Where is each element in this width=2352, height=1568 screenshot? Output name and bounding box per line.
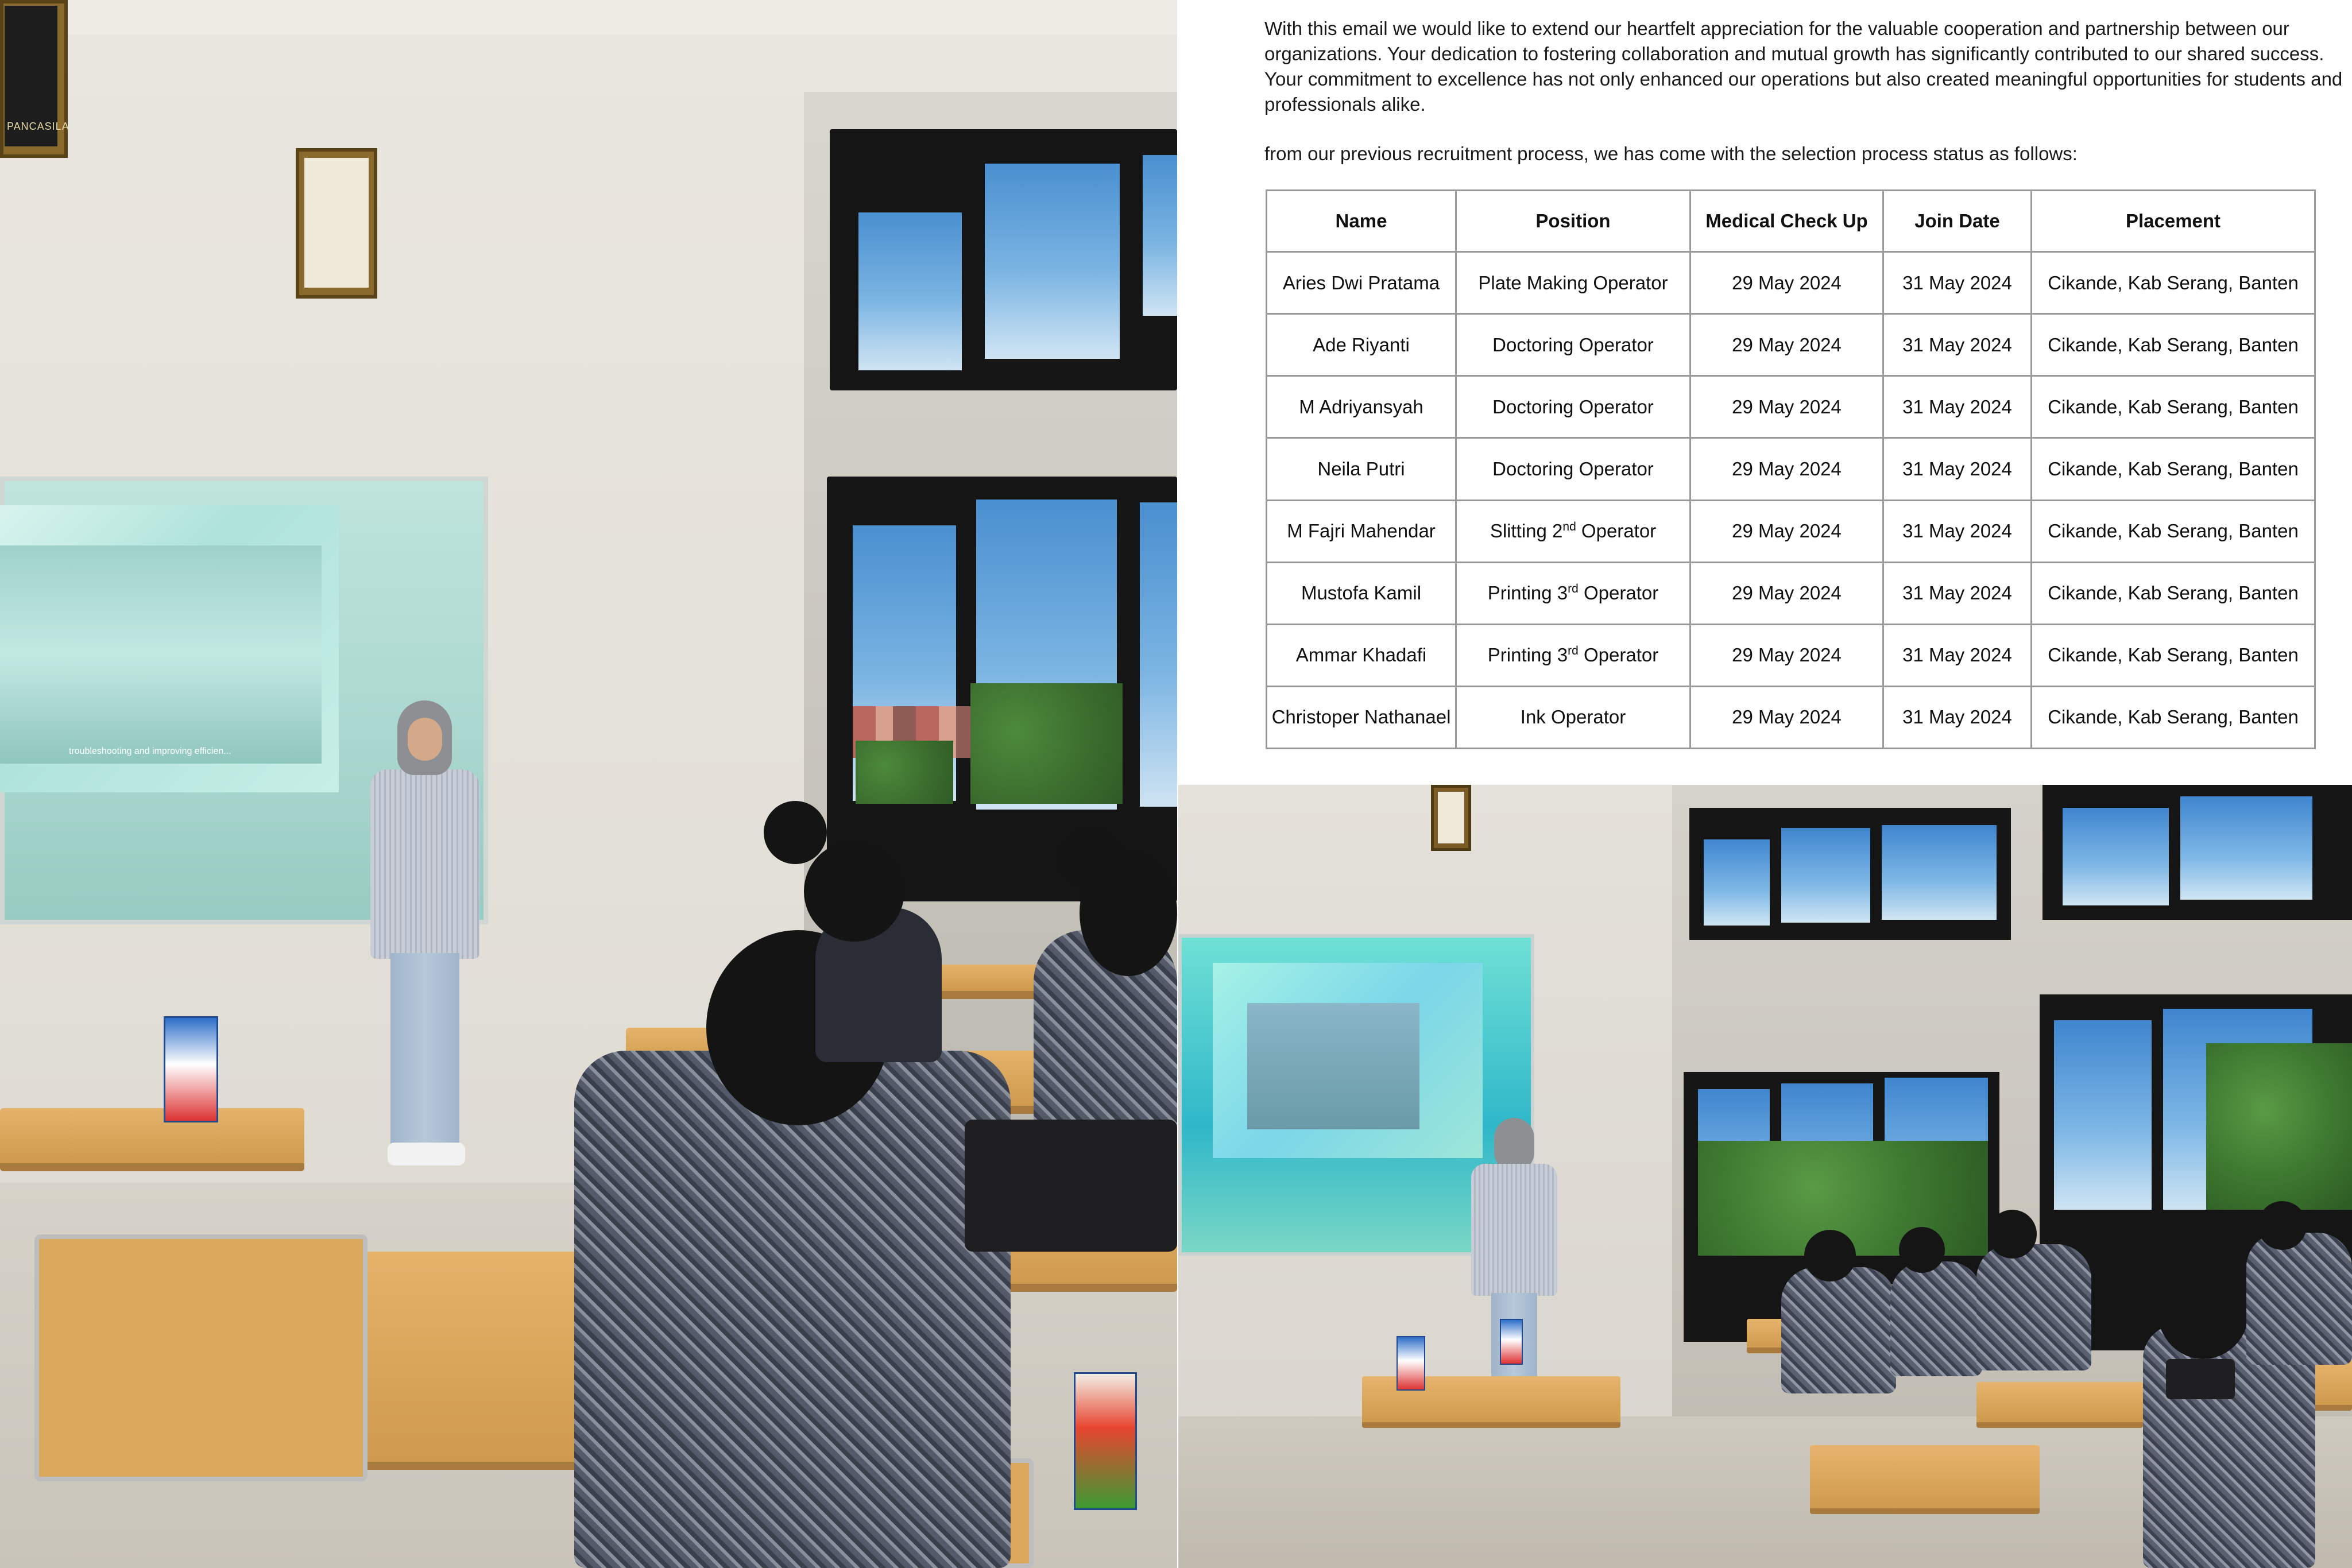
- desk: [1810, 1445, 2040, 1514]
- table-row: [1267, 438, 2315, 500]
- cell-medical-check-up: 29 May 2024: [1690, 686, 1883, 748]
- cell-placement: Cikande, Kab Serang, Banten: [2032, 500, 2315, 562]
- upper-window-glass: [2180, 796, 2312, 900]
- upper-window-glass: [1143, 155, 1177, 316]
- cell-medical-check-up: 29 May 2024: [1690, 252, 1883, 314]
- projected-video: [1247, 1003, 1419, 1129]
- cell-position: Doctoring Operator: [1456, 376, 1690, 438]
- lower-window-glass: [1140, 502, 1177, 807]
- cell-join-date: 31 May 2024: [1883, 252, 2032, 314]
- cell-join-date: 31 May 2024: [1883, 562, 2032, 624]
- table-row: [1267, 376, 2315, 438]
- table-row: [1267, 500, 2315, 562]
- upper-window-glass: [1882, 825, 1997, 920]
- table-row: [1267, 562, 2315, 624]
- upper-window-glass: [1781, 828, 1870, 923]
- cell-placement: Cikande, Kab Serang, Banten: [2032, 686, 2315, 748]
- cell-join-date: 31 May 2024: [1883, 500, 2032, 562]
- cell-placement: Cikande, Kab Serang, Banten: [2032, 624, 2315, 686]
- cell-name: Aries Dwi Pratama: [1267, 252, 1456, 314]
- desk: [1976, 1382, 2143, 1428]
- cell-name: M Fajri Mahendar: [1267, 500, 1456, 562]
- header-medical-check-up: Medical Check Up: [1690, 191, 1883, 252]
- milk-carton: [164, 1016, 218, 1122]
- presenter-face: [408, 718, 442, 761]
- student: [1890, 1261, 1982, 1376]
- cell-join-date: 31 May 2024: [1883, 438, 2032, 500]
- chair: [34, 1234, 368, 1481]
- trees: [856, 741, 953, 804]
- cell-position: Printing 3rd Operator: [1456, 624, 1690, 686]
- cell-name: Mustofa Kamil: [1267, 562, 1456, 624]
- juice-carton: [1074, 1372, 1137, 1510]
- student: [2246, 1233, 2352, 1365]
- collage-divider: [1177, 0, 1178, 1568]
- upper-window-glass: [2063, 808, 2169, 905]
- cell-placement: Cikande, Kab Serang, Banten: [2032, 438, 2315, 500]
- presenter-jeans: [390, 953, 459, 1148]
- student-head: [1988, 1210, 2037, 1259]
- cell-medical-check-up: 29 May 2024: [1690, 500, 1883, 562]
- student-head: [764, 801, 827, 864]
- upper-window-glass: [1704, 839, 1770, 926]
- presenter: [1471, 1118, 1557, 1416]
- presenter-shirt: [370, 769, 479, 959]
- selection-status-table: [1266, 189, 2316, 749]
- table-row: [1267, 686, 2315, 748]
- cell-placement: Cikande, Kab Serang, Banten: [2032, 252, 2315, 314]
- portrait-frame-inner: [1438, 792, 1464, 843]
- pancasila-caption: PANCASILA: [7, 121, 69, 132]
- cell-position: Slitting 2nd Operator: [1456, 500, 1690, 562]
- table-row: [1267, 252, 2315, 314]
- upper-window-glass: [858, 212, 962, 370]
- presenter-shoes: [388, 1143, 465, 1166]
- trees: [2206, 1043, 2352, 1210]
- cell-join-date: 31 May 2024: [1883, 624, 2032, 686]
- letter-body: [1264, 16, 2344, 167]
- student: [574, 1051, 1011, 1568]
- student-head: [1057, 827, 1125, 890]
- student: [1976, 1244, 2091, 1370]
- desk: [0, 1108, 304, 1171]
- projector: [965, 1120, 1177, 1252]
- cell-medical-check-up: 29 May 2024: [1690, 562, 1883, 624]
- cell-position: Ink Operator: [1456, 686, 1690, 748]
- portrait-frame-inner: [304, 158, 369, 288]
- letter-status-intro: from our previous recruitment process, we has come with the selection process status as follows:: [1264, 143, 2078, 164]
- cell-position: Printing 3rd Operator: [1456, 562, 1690, 624]
- header-position: Position: [1456, 191, 1690, 252]
- presenter: [368, 700, 482, 1171]
- cell-position: Plate Making Operator: [1456, 252, 1690, 314]
- cell-name: Neila Putri: [1267, 438, 1456, 500]
- cell-medical-check-up: 29 May 2024: [1690, 438, 1883, 500]
- student-head: [1899, 1227, 1945, 1273]
- table-row: [1267, 314, 2315, 376]
- student-head: [2258, 1201, 2307, 1250]
- upper-window-glass: [985, 164, 1120, 359]
- trees: [970, 683, 1123, 804]
- cell-medical-check-up: 29 May 2024: [1690, 376, 1883, 438]
- cell-placement: Cikande, Kab Serang, Banten: [2032, 314, 2315, 376]
- cell-placement: Cikande, Kab Serang, Banten: [2032, 376, 2315, 438]
- letter-intro: With this email we would like to extend our heartfelt appreciation for the valuable cooperation and partnership between our organizations. Your dedication to fostering collaboration and mutual growth has significantly contributed to our shared success. Your commitment to excellence has not only enhanced our operations but also created meaningful opportunities for students and professionals alike.: [1264, 18, 2343, 115]
- ceiling: [0, 0, 1177, 34]
- classroom-photo-wide: [1178, 785, 2352, 1568]
- screen-caption: troubleshooting and improving efficien...: [69, 746, 231, 756]
- header-join-date: Join Date: [1883, 191, 2032, 252]
- cell-position: Doctoring Operator: [1456, 438, 1690, 500]
- cell-name: Ade Riyanti: [1267, 314, 1456, 376]
- cell-position: Doctoring Operator: [1456, 314, 1690, 376]
- header-placement: Placement: [2032, 191, 2315, 252]
- student-head: [2157, 1261, 2249, 1359]
- table-header-row: [1267, 191, 2315, 252]
- student-head: [804, 841, 904, 942]
- header-name: Name: [1267, 191, 1456, 252]
- milk-carton: [1396, 1336, 1425, 1391]
- lower-window-glass: [2054, 1020, 2152, 1210]
- projected-video: [0, 545, 322, 764]
- cell-name: Christoper Nathanael: [1267, 686, 1456, 748]
- cell-medical-check-up: 29 May 2024: [1690, 624, 1883, 686]
- student: [1781, 1267, 1896, 1393]
- milk-carton: [1500, 1319, 1523, 1365]
- pancasila-frame-inner: [5, 6, 69, 146]
- cell-placement: Cikande, Kab Serang, Banten: [2032, 562, 2315, 624]
- projector: [2166, 1359, 2235, 1399]
- cell-join-date: 31 May 2024: [1883, 376, 2032, 438]
- table-row: [1267, 624, 2315, 686]
- recruitment-letter: [1178, 0, 2352, 784]
- cell-name: M Adriyansyah: [1267, 376, 1456, 438]
- cell-medical-check-up: 29 May 2024: [1690, 314, 1883, 376]
- cell-name: Ammar Khadafi: [1267, 624, 1456, 686]
- cell-join-date: 31 May 2024: [1883, 314, 2032, 376]
- cell-join-date: 31 May 2024: [1883, 686, 2032, 748]
- student-head: [1804, 1230, 1856, 1281]
